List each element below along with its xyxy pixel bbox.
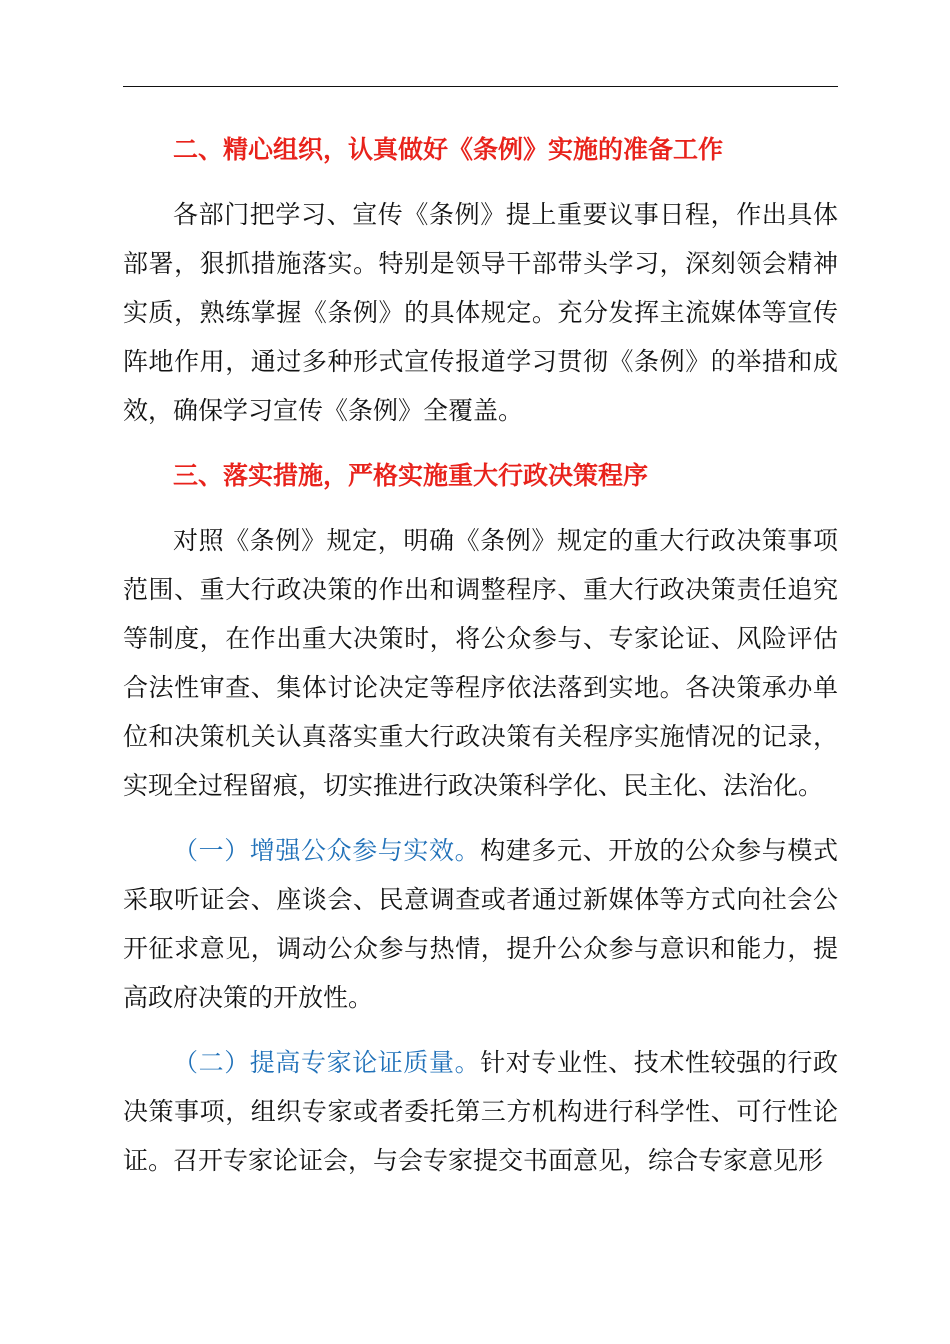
paragraph-text: 对照《条例》规定，明确《条例》规定的重大行政决策事项范围、重大行政决策的作出和调整程序、重大行政决策责任追究等制度，在作出重大决策时，将公众参与、专家论证、风险评估合法性审查、集体讨论决定等程序依法落到实地。各决策承办单位和决策机关认真落实重大行政决策有关程序实施情况的记录，实现全过程留痕，切实推进行政决策科学化、民主化、法治化。 [123, 526, 838, 800]
document-body [123, 125, 838, 1185]
section-heading-2: 二、精心组织，认真做好《条例》实施的准备工作 [173, 135, 724, 164]
paragraph [123, 516, 838, 810]
subsection-paragraph [123, 1038, 838, 1185]
subsection-paragraph [123, 826, 838, 1022]
paragraph-text: 各部门把学习、宣传《条例》提上重要议事日程，作出具体部署，狠抓措施落实。特别是领导干部带头学习，深刻领会精神实质，熟练掌握《条例》的具体规定。充分发挥主流媒体等宣传阵地作用，通过多种形式宣传报道学习贯彻《条例》的举措和成效，确保学习宣传《条例》全覆盖。 [123, 200, 838, 425]
paragraph [123, 190, 838, 435]
paragraph-text: 构建多元、开放的公众参与模式采取听证会、座谈会、民意调查或者通过新媒体等方式向社会公开征求意见，调动公众参与热情，提升公众参与意识和能力，提高政府决策的开放性。 [123, 836, 838, 1012]
paragraph-text: 针对专业性、技术性较强的行政决策事项，组织专家或者委托第三方机构进行科学性、可行性论证。召开专家论证会，与会专家提交书面意见，综合专家意见形 [123, 1048, 838, 1175]
section-heading-3: 三、落实措施，严格实施重大行政决策程序 [173, 461, 649, 490]
header-rule [123, 86, 838, 87]
subsection-lead-2: （二）提高专家论证质量。 [173, 1048, 481, 1077]
subsection-lead-1: （一）增强公众参与实效。 [173, 836, 481, 865]
